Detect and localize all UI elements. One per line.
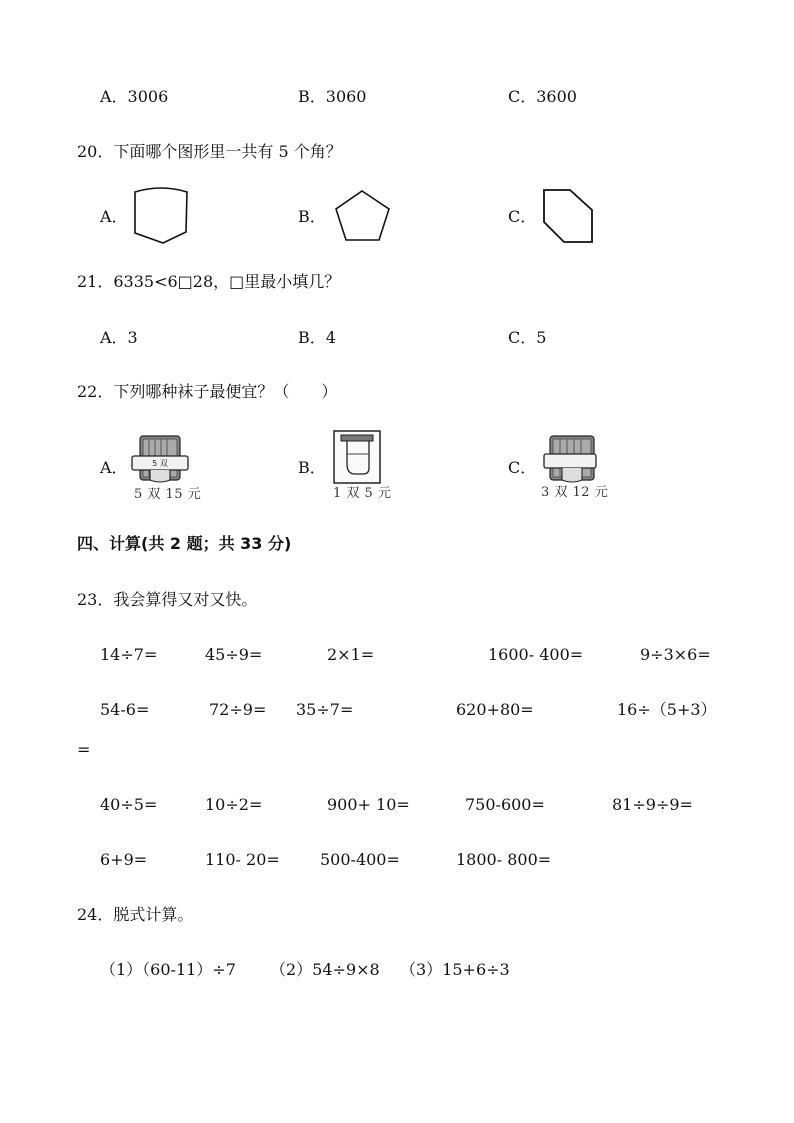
q23-r2-c5: 16÷（5+3） xyxy=(617,700,717,719)
q21-option-b: B．4 xyxy=(298,328,336,347)
q23-r3-c1: 40÷5= xyxy=(100,795,158,814)
q22-stem: 22．下列哪种袜子最便宜？（ ） xyxy=(77,382,338,401)
pentagon-shape-icon xyxy=(335,189,391,243)
sock-pack-3-icon xyxy=(540,434,612,486)
q20-option-c: C． xyxy=(508,207,537,226)
q23-r3-c5: 81÷9÷9= xyxy=(612,795,693,814)
section-title: 四、计算(共 2 题；共 33 分) xyxy=(77,534,292,553)
sock-pack-5-icon xyxy=(122,434,194,486)
q24-item-3: （3）15+6÷3 xyxy=(400,960,510,979)
q23-r1-c5: 9÷3×6= xyxy=(640,645,711,664)
q19-option-a: A．3006 xyxy=(100,87,169,106)
q23-r3-c4: 750-600= xyxy=(465,795,545,814)
q20-option-b: B． xyxy=(298,207,326,226)
q22-price-b: 1 双 5 元 xyxy=(333,486,392,501)
cut-corner-square-shape-icon xyxy=(542,188,594,244)
q24-item-2: （2）54÷9×8 xyxy=(270,960,380,979)
q22-option-a: A． xyxy=(100,458,128,477)
q23-r2-c1: 54-6= xyxy=(100,700,150,719)
q22-price-c: 3 双 12 元 xyxy=(541,485,609,500)
q19-option-b: B．3060 xyxy=(298,87,367,106)
q23-r2-c2: 72÷9= xyxy=(209,700,267,719)
q23-wrap-equals: = xyxy=(77,740,91,759)
q19-option-c: C．3600 xyxy=(508,87,577,106)
q23-r1-c1: 14÷7= xyxy=(100,645,158,664)
q21-stem: 21．6335<6□28，□里最小填几？ xyxy=(77,272,341,291)
q22-option-c: C． xyxy=(508,458,537,477)
q24-item-1: （1）（60-11）÷7 xyxy=(100,960,236,979)
single-sock-icon xyxy=(333,430,381,484)
q23-r4-c3: 500-400= xyxy=(320,850,400,869)
q23-r2-c4: 620+80= xyxy=(456,700,534,719)
q23-r3-c2: 10÷2= xyxy=(205,795,263,814)
q24-stem: 24．脱式计算。 xyxy=(77,905,194,924)
q20-stem: 20．下面哪个图形里一共有 5 个角？ xyxy=(77,142,342,161)
q23-r4-c2: 110- 20= xyxy=(205,850,280,869)
q23-r2-c3: 35÷7= xyxy=(296,700,354,719)
q22-option-b: B． xyxy=(298,458,326,477)
sock-pack-label: 5 双 xyxy=(152,459,168,468)
q23-r1-c3: 2×1= xyxy=(327,645,375,664)
q23-r4-c4: 1800- 800= xyxy=(456,850,552,869)
q21-option-c: C．5 xyxy=(508,328,547,347)
q23-stem: 23．我会算得又对又快。 xyxy=(77,590,258,609)
q20-option-a: A． xyxy=(100,207,128,226)
q23-r3-c3: 900+ 10= xyxy=(327,795,410,814)
q22-price-a: 5 双 15 元 xyxy=(134,487,202,502)
hexagon-shape-icon xyxy=(133,188,189,244)
q23-r1-c4: 1600- 400= xyxy=(488,645,584,664)
q23-r1-c2: 45÷9= xyxy=(205,645,263,664)
q23-r4-c1: 6+9= xyxy=(100,850,148,869)
q21-option-a: A．3 xyxy=(100,328,138,347)
